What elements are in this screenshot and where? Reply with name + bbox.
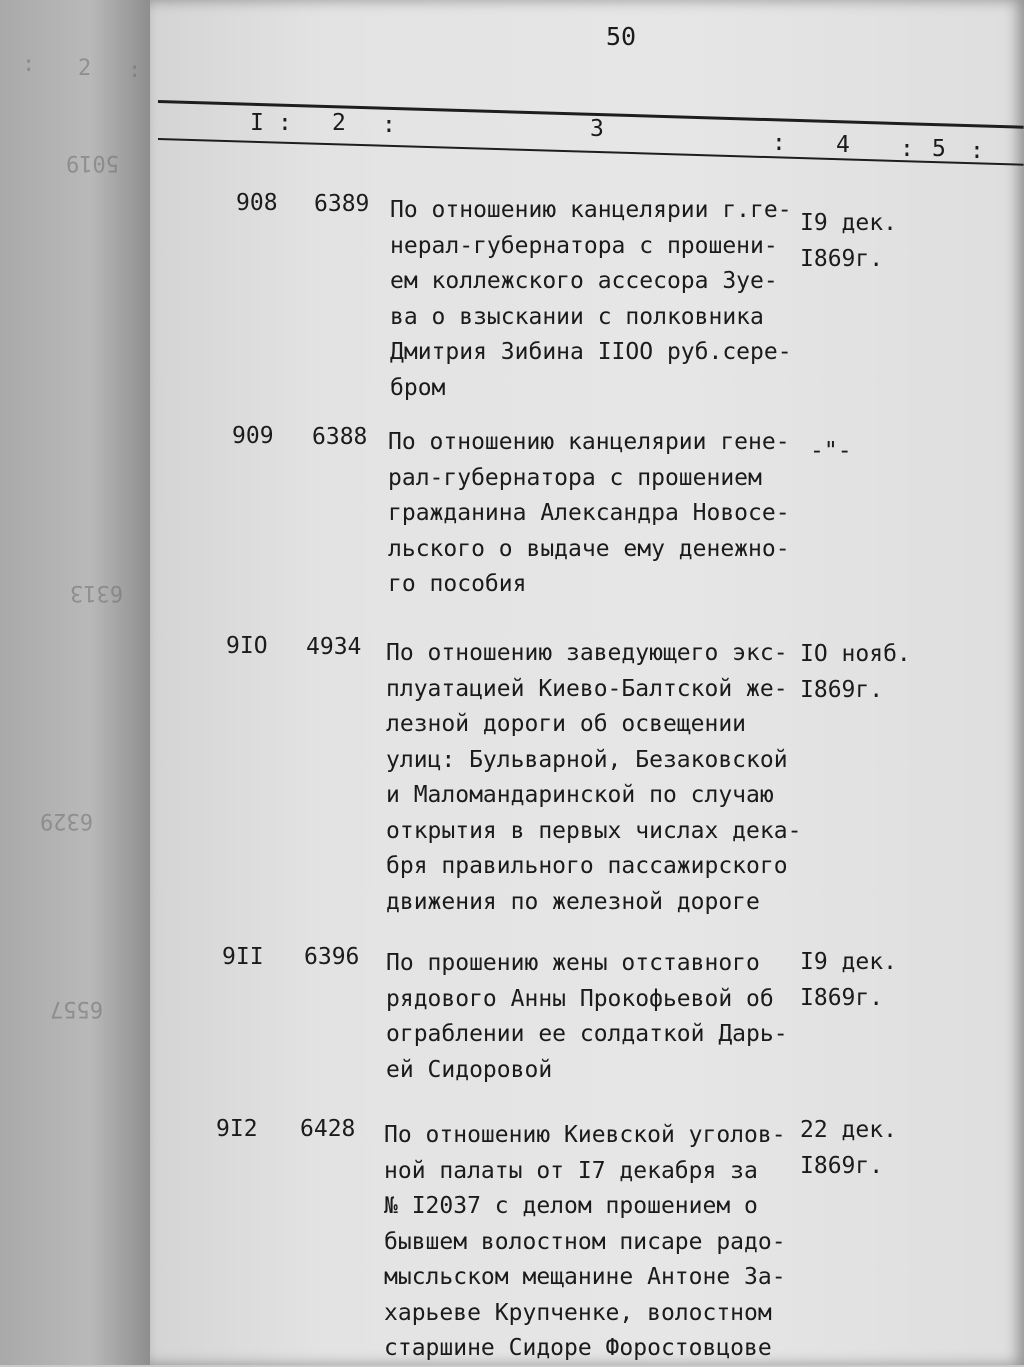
date-line: I869г. — [800, 985, 884, 1011]
adjacent-page-mark: 5019 — [66, 150, 119, 175]
description-line: плуатацией Киево-Балтской же- — [386, 675, 788, 702]
date-line: I869г. — [800, 246, 884, 272]
adjacent-page-mark: 6329 — [40, 808, 93, 833]
adjacent-page-mark: 6313 — [70, 580, 123, 605]
adjacent-page-header-sep: : — [22, 52, 36, 77]
description-line: го пособия — [388, 571, 527, 597]
description-line: По отношению канцелярии г.ге- — [390, 197, 792, 223]
description-line: ва о взыскании с полковника — [390, 303, 764, 330]
description-line: открытия в первых числах дека- — [386, 817, 802, 844]
description-line: ей Сидоровой — [386, 1056, 553, 1083]
column-header-sep: : — [970, 138, 984, 164]
entry-description — [388, 425, 790, 603]
description-line: старшине Сидоре Форостовцове — [384, 1335, 772, 1361]
adjacent-page-header-sep2: : — [128, 58, 142, 83]
date-line: I9 дек. — [800, 949, 897, 975]
column-header-1: I — [250, 110, 264, 136]
description-line: улиц: Бульварной, Безаковской — [386, 746, 788, 773]
adjacent-page-mark: 6557 — [50, 996, 103, 1021]
date-line: -"- — [810, 438, 852, 464]
date-line: I869г. — [800, 677, 884, 703]
page-number: 50 — [606, 22, 637, 51]
date-line: I869г. — [800, 1153, 884, 1179]
description-line: бром — [390, 374, 446, 401]
date-line: IO нояб. — [800, 641, 911, 667]
description-line: ограблении ее солдаткой Дарь- — [386, 1021, 788, 1047]
description-line: По отношению канцелярии гене- — [388, 429, 790, 455]
header-bottom-rule — [158, 138, 1024, 166]
description-line: бря правильного пассажирского — [386, 853, 788, 879]
entry-description — [386, 946, 788, 1088]
entry-date — [800, 636, 911, 708]
column-header-4: 4 — [836, 132, 850, 158]
description-line: № I2037 с делом прошением о — [384, 1193, 758, 1219]
description-line: мысльском мещанине Антоне За- — [384, 1264, 786, 1290]
column-header-5: 5 — [932, 136, 946, 162]
column-header-sep: : — [278, 110, 292, 136]
column-header-sep: : — [772, 130, 786, 156]
column-header-3: 3 — [590, 116, 604, 142]
column-header-sep: : — [900, 136, 914, 162]
entry-number: 908 — [236, 190, 278, 216]
entry-number: 9I2 — [216, 1116, 258, 1142]
description-line: и Маломандаринской по случаю — [386, 782, 774, 808]
description-line: ем коллежского ассесора Зуе- — [390, 268, 778, 294]
column-header-sep: : — [382, 112, 396, 138]
description-line: движения по железной дороге — [386, 888, 760, 915]
entry-file-number: 6389 — [314, 191, 370, 217]
entry-file-number: 6428 — [300, 1116, 356, 1142]
entry-file-number: 4934 — [306, 634, 362, 660]
adjacent-page-header-col: 2 — [78, 56, 92, 81]
entry-number: 9IO — [226, 633, 268, 659]
description-line: харьеве Крупченке, волостном — [384, 1299, 772, 1326]
entry-description — [390, 193, 792, 406]
description-line: рядового Анны Прокофьевой об — [386, 985, 774, 1012]
description-line: ной палаты от I7 декабря за — [384, 1157, 758, 1184]
description-line: льского о выдаче ему денежно- — [388, 535, 790, 562]
description-line: бывшем волостном писаре радо- — [384, 1228, 786, 1255]
adjacent-page-fragment — [0, 0, 150, 1365]
description-line: По отношению Киевской уголов- — [384, 1122, 786, 1148]
description-line: По отношению заведующего экс- — [386, 640, 788, 666]
description-line: лезной дороги об освещении — [386, 711, 747, 737]
description-line: По прошению жены отставного — [386, 950, 760, 976]
entry-date — [800, 1112, 897, 1184]
description-line: Дмитрия Зибина IIOO руб.сере- — [390, 339, 792, 365]
entry-date — [810, 433, 852, 469]
entry-date — [800, 205, 897, 277]
entry-file-number: 6388 — [312, 424, 368, 450]
description-line: рал-губернатора с прошением — [388, 464, 762, 491]
entry-description — [384, 1118, 786, 1367]
entry-date — [800, 944, 897, 1016]
entry-number: 9II — [222, 944, 264, 970]
date-line: I9 дек. — [800, 210, 897, 236]
entry-description — [386, 636, 801, 920]
entry-file-number: 6396 — [304, 944, 360, 970]
document-page — [150, 0, 1024, 1365]
column-header-2: 2 — [332, 110, 346, 136]
description-line: гражданина Александра Новосе- — [388, 500, 790, 526]
date-line: 22 дек. — [800, 1117, 897, 1143]
description-line: нерал-губернатора с прошени- — [390, 232, 778, 259]
entry-number: 909 — [232, 423, 274, 449]
